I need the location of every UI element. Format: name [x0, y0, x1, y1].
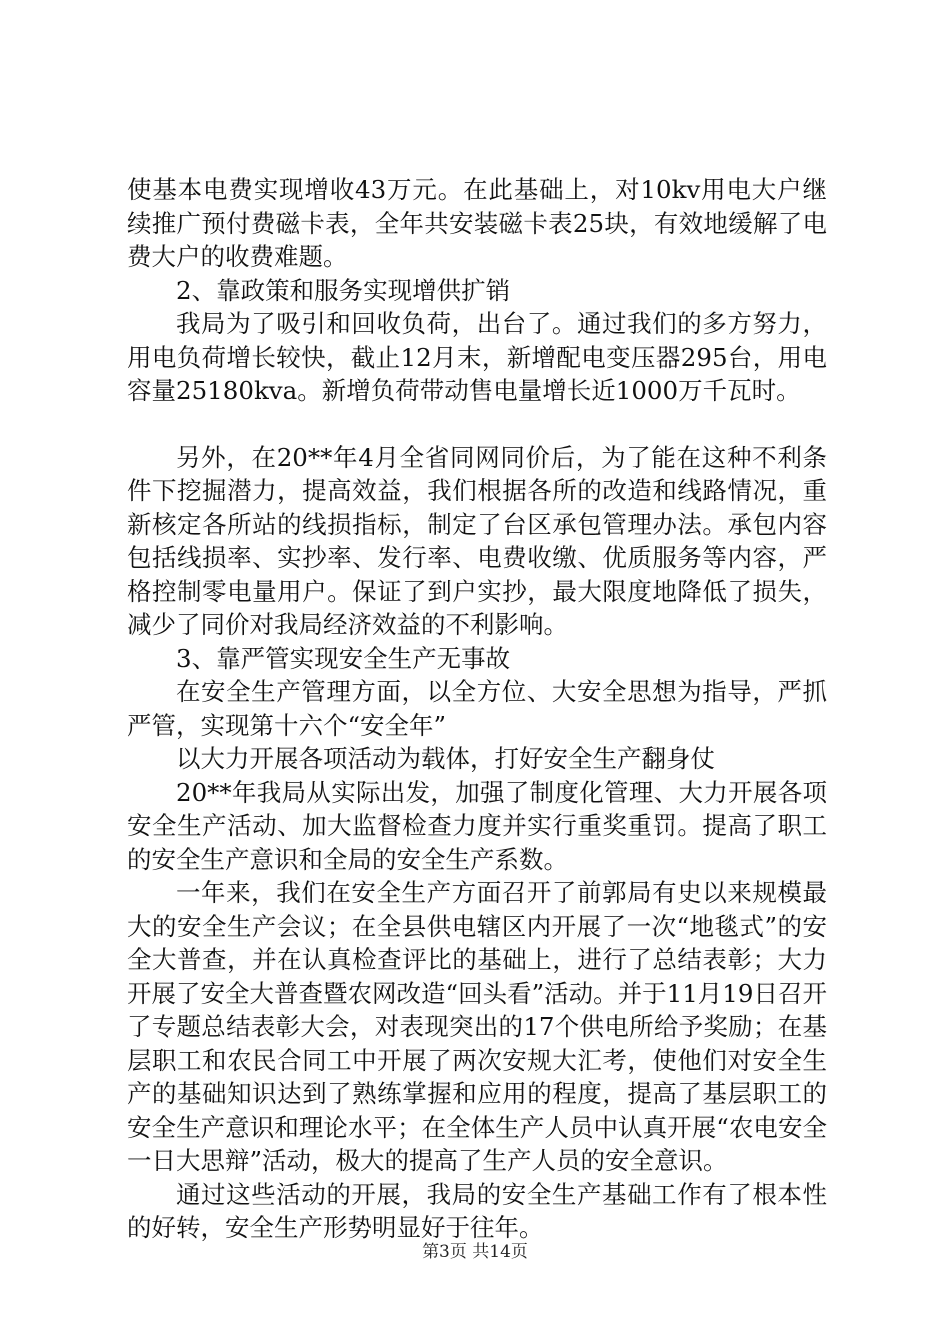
- subheading-activities: 以大力开展各项活动为载体，打好安全生产翻身仗: [176, 744, 715, 773]
- page-footer: 第3页 共14页: [422, 1242, 528, 1262]
- paragraph-safety-management: 在安全生产管理方面，以全方位、大安全思想为指导，严抓严管，实现第十六个“安全年”: [127, 677, 827, 740]
- section-heading-2: 2、靠政策和服务实现增供扩销: [176, 275, 511, 305]
- paragraph-gap: [127, 408, 827, 441]
- paragraph-institutional-management: 20**年我局从实际出发，加强了制度化管理、大力开展各项安全生产活动、加大监督检查力度并实行重奖重罚。提高了职工的安全生产意识和全局的安全生产系数。: [127, 777, 827, 874]
- paragraph-line-loss: 另外，在20**年4月全省同网同价后，为了能在这种不利条件下挖掘潜力，提高效益，我们根据各所的改造和线路情况，重新核定各所站的线损指标，制定了台区承包管理办法。承包内容包括线损率、实抄率、发行率、电费收缴、优质服务等内容，严格控制零电量用户。保证了到户实抄，最大限度地降低了损失，减少了同价对我局经济效益的不利影响。: [127, 442, 827, 639]
- paragraph-load-growth: 我局为了吸引和回收负荷，出台了。通过我们的多方努力，用电负荷增长较快，截止12月末，新增配电变压器295台，用电容量25180kva。新增负荷带动售电量增长近1000万千瓦时。: [127, 309, 827, 405]
- document-body: [127, 173, 827, 1245]
- paragraph-year-review: 一年来，我们在安全生产方面召开了前郭局有史以来规模最大的安全生产会议；在全县供电辖区内开展了一次“地毯式”的安全大普查，并在认真检查评比的基础上，进行了总结表彰；大力开展了安全大普查暨农网改造“回头看”活动。并于11月19日召开了专题总结表彰大会，对表现突出的17个供电所给予奖励；在基层职工和农民合同工中开展了两次安规大汇考，使他们对安全生产的基础知识达到了熟练掌握和应用的程度，提高了基层职工的安全生产意识和理论水平；在全体生产人员中认真开展“农电安全一日大思辩”活动，极大的提高了生产人员的安全意识。: [127, 878, 827, 1175]
- section-heading-3: 3、靠严管实现安全生产无事故: [176, 643, 511, 673]
- paragraph-continuation: 使基本电费实现增收43万元。在此基础上，对10kv用电大户继续推广预付费磁卡表，全年共安装磁卡表25块，有效地缓解了电费大户的收费难题。: [127, 175, 827, 271]
- paragraph-conclusion: 通过这些活动的开展，我局的安全生产基础工作有了根本性的好转，安全生产形势明显好于往年。: [127, 1179, 827, 1242]
